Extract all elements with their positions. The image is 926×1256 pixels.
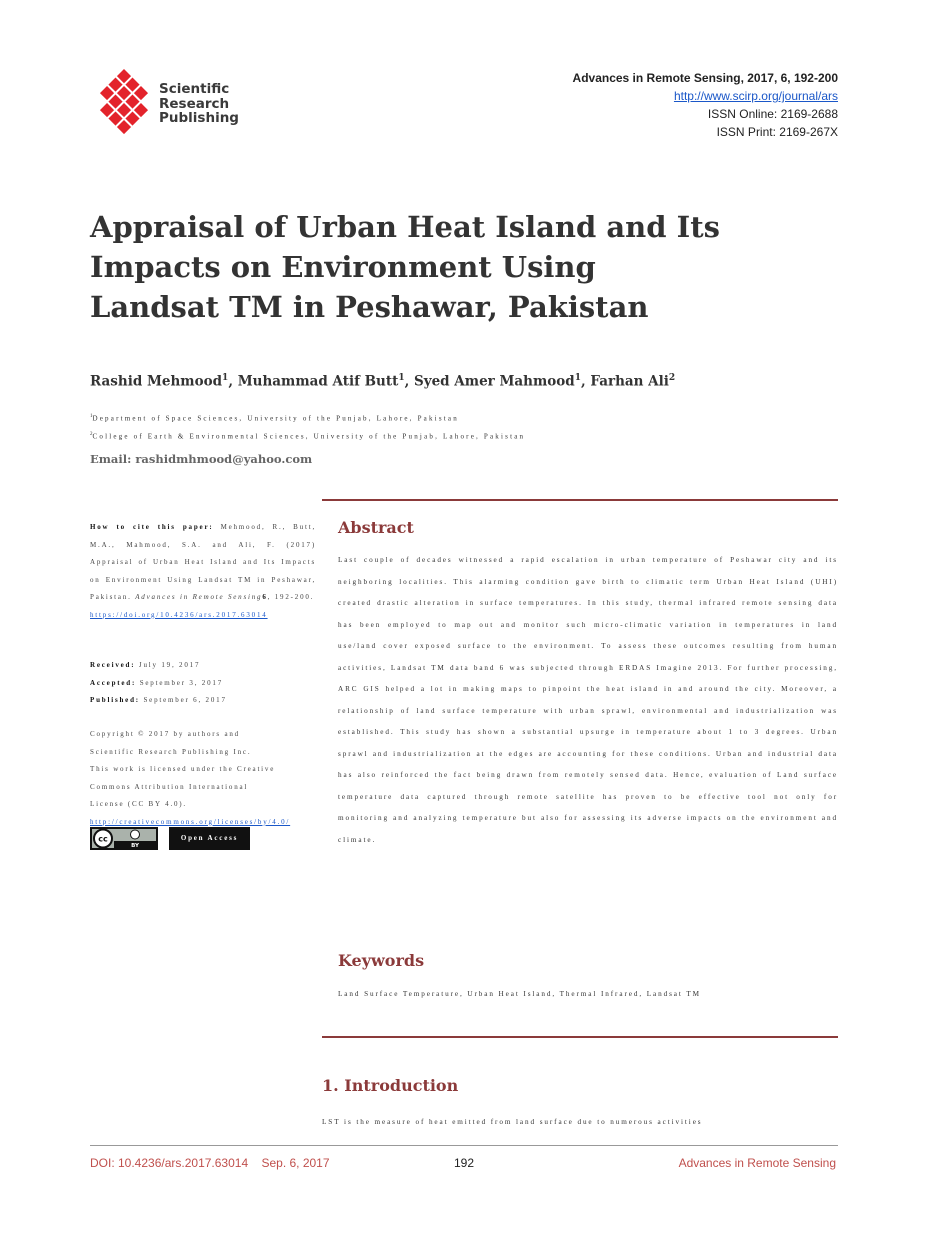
author-name: Muhammad Atif Butt bbox=[237, 373, 399, 390]
copyright-notice bbox=[90, 726, 316, 831]
copyright-line: This work is licensed under the Creative bbox=[90, 765, 276, 773]
divider bbox=[322, 1036, 838, 1038]
footer-doi-text: DOI: 10.4236/ars.2017.63014 bbox=[90, 1156, 249, 1170]
author-separator: , bbox=[228, 373, 238, 390]
issn-print: ISSN Print: 2169-267X bbox=[716, 125, 838, 139]
author-affil-sup: 1 bbox=[574, 373, 581, 383]
published-date: September 6, 2017 bbox=[143, 696, 227, 704]
by-label: BY bbox=[131, 843, 139, 849]
affiliation bbox=[90, 414, 459, 422]
received-date: July 19, 2017 bbox=[138, 661, 201, 669]
accepted-date: September 3, 2017 bbox=[139, 678, 223, 687]
publisher-name-line: Publishing bbox=[159, 110, 239, 126]
publisher-name-line: Scientific bbox=[159, 81, 230, 97]
affiliation-text: Department of Space Sciences, University of the Punjab, Lahore, Pakistan bbox=[92, 414, 459, 423]
author-affil-sup: 1 bbox=[222, 373, 229, 383]
author-name: Rashid Mehmood bbox=[90, 373, 223, 390]
cc-by-license-icon[interactable] bbox=[90, 827, 158, 850]
publication-dates bbox=[90, 657, 316, 710]
author-affil-sup: 2 bbox=[668, 373, 676, 383]
publisher-name-line: Research bbox=[159, 95, 230, 112]
page-number: 192 bbox=[454, 1156, 475, 1170]
author-name: Syed Amer Mahmood bbox=[413, 373, 575, 390]
received-label: Received: bbox=[90, 661, 136, 669]
keywords-heading: Keywords bbox=[338, 951, 425, 970]
footer-date: Sep. 6, 2017 bbox=[261, 1156, 330, 1170]
affiliation bbox=[90, 432, 525, 440]
affiliation-text: College of Earth & Environmental Sciences, University of the Punjab, Lahore, Pakistan bbox=[92, 432, 526, 441]
license-link[interactable]: http://creativecommons.org/licenses/by/4.0/ bbox=[90, 817, 291, 826]
copyright-line: Copyright © 2017 by authors and bbox=[90, 730, 240, 738]
issn-online: ISSN Online: 2169-2688 bbox=[707, 107, 838, 121]
accepted-label: Accepted: bbox=[90, 678, 137, 687]
author-list bbox=[90, 373, 675, 390]
footer-divider bbox=[90, 1145, 838, 1146]
cite-label: How to cite this paper: bbox=[90, 523, 214, 531]
journal-citation: Advances in Remote Sensing, 2017, 6, 192-200 bbox=[572, 71, 838, 85]
author-separator: , bbox=[404, 373, 414, 390]
author-separator: , bbox=[580, 373, 591, 390]
keywords-text: Land Surface Temperature, Urban Heat Island, Thermal Infrared, Landsat TM bbox=[338, 990, 701, 998]
cite-journal: Advances in Remote Sensing bbox=[135, 593, 263, 601]
cc-label: cc bbox=[98, 834, 108, 844]
open-access-badge[interactable]: Open Access bbox=[169, 827, 250, 850]
footer-journal: Advances in Remote Sensing bbox=[678, 1156, 836, 1170]
author-name: Farhan Ali bbox=[590, 373, 669, 390]
abstract-text: Last couple of decades witnessed a rapid escalation in urban temperature of Peshawar city and its neighboring localities. This alarming condition gave birth to climatic term Urban Heat Island (UHI) created drastic alteration in surface temperatures. In this study, thermal infrared remote sensing data has been employed to map out and monitor such micro-climatic variation in temperatures in land use/land cover exposed surface to the environment. To assess these outcomes resulting from human activities, Landsat TM data band 6 was subjected through ERDAS Imagine 2013. For further processing, ARC GIS helped a lot in making maps to pinpoint the heat island in and around the city. Moreover, a relationship of land surface temperature with urban sprawl, environmental and industrialization was established. This study has shown a substantial upsurge in temperature about 1 to 3 degrees. Urban sprawl and industrialization at the edges are accounting for these conditions. Urban and industrial data has also reinforced the fact being drawn from remotely sensed data. Hence, evaluation of Land surface temperature data captured through remote satellite has proven to be effective tool not only for monitoring and analyzing temperature but also for assessing its adverse impacts on the environment and climate. bbox=[338, 556, 838, 844]
divider bbox=[322, 499, 838, 501]
cite-text: Mehmood, R., Butt, M.A., Mahmood, S.A. and Ali, F. (2017) Appraisal of Urban Heat Island and Its Impacts on Environment Using Landsat TM in Peshawar, Pakistan. bbox=[90, 523, 316, 601]
introduction-heading: 1. Introduction bbox=[322, 1076, 459, 1095]
cite-volume: 6 bbox=[262, 593, 268, 601]
introduction-text: LST is the measure of heat emitted from land surface due to numerous activities bbox=[322, 1118, 703, 1126]
author-email: Email: rashidmhmood@yahoo.com bbox=[90, 452, 313, 466]
paper-title: Appraisal of Urban Heat Island and Its Impacts on Environment Using Landsat TM in Peshawar, Pakistan bbox=[90, 210, 720, 324]
cite-pages: , 192-200. bbox=[267, 593, 315, 601]
affiliation-sup: 1 bbox=[90, 414, 93, 419]
copyright-line: Scientific Research Publishing Inc. bbox=[90, 747, 252, 756]
footer-doi bbox=[90, 1156, 330, 1170]
publisher-name bbox=[159, 82, 239, 126]
copyright-line: License (CC BY 4.0). bbox=[90, 800, 187, 808]
how-to-cite bbox=[90, 519, 316, 624]
journal-url-link[interactable]: http://www.scirp.org/journal/ars bbox=[673, 89, 838, 103]
cite-doi-link[interactable]: https://doi.org/10.4236/ars.2017.63014 bbox=[90, 610, 268, 619]
copyright-line: Commons Attribution International bbox=[90, 782, 249, 791]
author-affil-sup: 1 bbox=[398, 373, 405, 383]
affiliation-sup: 2 bbox=[90, 432, 93, 437]
published-label: Published: bbox=[90, 696, 140, 704]
abstract-heading: Abstract bbox=[338, 518, 414, 537]
